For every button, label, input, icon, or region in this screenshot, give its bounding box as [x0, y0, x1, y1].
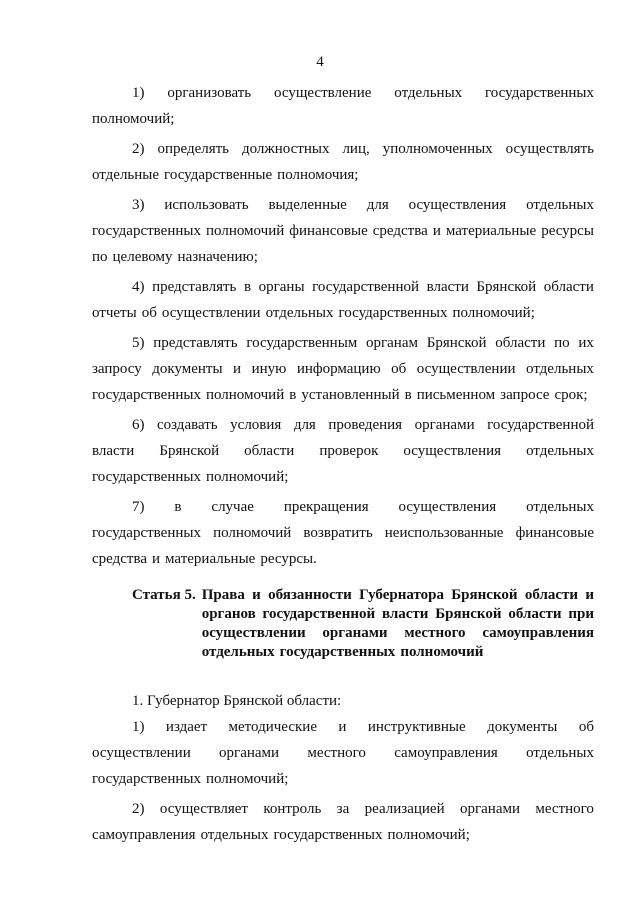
word: местного: [535, 801, 594, 817]
word: проверок: [319, 443, 379, 459]
governor-powers-list: [92, 714, 594, 852]
list-item: [92, 412, 594, 490]
word: отдельных: [526, 361, 594, 377]
word: области: [524, 587, 579, 603]
word: органов: [201, 606, 256, 622]
list-item: [92, 80, 594, 132]
word: 1): [132, 85, 145, 101]
word: отдельных: [265, 305, 334, 321]
word: создавать: [157, 417, 218, 433]
word: прекращения: [283, 499, 369, 515]
list-item: [92, 274, 594, 326]
word: об: [141, 305, 157, 321]
word: отдельных: [201, 644, 275, 660]
word: об: [391, 361, 407, 377]
word: государственные: [164, 167, 273, 183]
word: самоуправления: [482, 625, 594, 641]
list-item: [92, 136, 594, 188]
list-item: [92, 494, 594, 572]
word: государственных: [279, 644, 396, 660]
word: отдельных: [200, 827, 269, 843]
word: отдельных: [394, 85, 463, 101]
word: 2): [132, 801, 145, 817]
word: организовать: [167, 85, 252, 101]
word: запросу: [92, 361, 142, 377]
word: информацию: [296, 361, 381, 377]
word: использовать: [164, 197, 249, 213]
word: должностных: [241, 141, 330, 157]
word: по: [92, 249, 108, 265]
word: местного: [404, 625, 466, 641]
word: за: [336, 801, 350, 817]
article-title: [202, 586, 594, 662]
word: целевому: [112, 249, 173, 265]
text-line: [92, 244, 594, 270]
word: срок;: [554, 387, 588, 403]
word: полномочий: [400, 644, 484, 660]
word: области: [508, 606, 562, 622]
word: отдельных: [526, 443, 594, 459]
word: инструктивные: [367, 719, 466, 735]
word: и: [233, 361, 242, 377]
word: иную: [251, 361, 287, 377]
page-number: 4: [316, 54, 324, 70]
word: условия: [230, 417, 282, 433]
word: и: [585, 587, 594, 603]
word: государственных: [92, 771, 201, 787]
word: органы: [258, 279, 305, 295]
word: осуществлении: [161, 305, 261, 321]
word: финансовые: [289, 223, 368, 239]
word: Брянской: [476, 279, 537, 295]
word: Губернатора: [359, 587, 444, 603]
word: области: [543, 279, 594, 295]
word: при: [568, 606, 594, 622]
word: государственных: [92, 469, 201, 485]
text-line: [92, 382, 594, 408]
word: проведения: [328, 417, 403, 433]
word: установленный: [301, 387, 400, 403]
word: государственных: [273, 827, 383, 843]
word: отдельных: [526, 197, 594, 213]
title-line: [202, 586, 594, 605]
word: методические: [228, 719, 317, 735]
title-line: [202, 624, 594, 643]
word: запросе: [500, 387, 550, 403]
word: 2): [132, 141, 145, 157]
word: уполномоченных: [382, 141, 493, 157]
text-line: [92, 766, 594, 792]
list-item: [92, 796, 594, 848]
word: отдельных: [526, 499, 594, 515]
word: государственных: [485, 85, 594, 101]
word: 1): [132, 719, 145, 735]
text-line: [92, 822, 594, 848]
word: Брянской: [426, 335, 487, 351]
word: 5): [132, 335, 145, 351]
article-heading: [92, 586, 594, 662]
word: выделенные: [268, 197, 347, 213]
word: назначению;: [177, 249, 258, 265]
list-item: [92, 330, 594, 408]
document-body: [92, 80, 594, 852]
word: полномочий;: [387, 827, 470, 843]
text-line: [92, 520, 594, 546]
word: и: [152, 551, 161, 567]
word: органами: [219, 745, 280, 761]
word: финансовые: [515, 525, 594, 541]
word: области: [244, 443, 295, 459]
word: государственных: [338, 305, 448, 321]
word: осуществления: [398, 499, 497, 515]
text-line: [92, 136, 594, 162]
word: осуществлении: [416, 361, 516, 377]
word: отчеты: [92, 305, 137, 321]
word: осуществления: [403, 443, 502, 459]
text-line: [92, 162, 594, 188]
text-line: [92, 300, 594, 326]
word: 4): [132, 279, 145, 295]
text-line: [92, 714, 594, 740]
text-line: [92, 546, 594, 572]
word: для: [366, 197, 389, 213]
text-line: [92, 412, 594, 438]
obligations-list: [92, 80, 594, 576]
word: возвратить: [303, 525, 373, 541]
word: Брянской: [435, 606, 502, 622]
word: власти: [92, 443, 135, 459]
word: осуществлять: [505, 141, 594, 157]
word: самоуправления: [394, 745, 498, 761]
word: полномочий;: [92, 111, 175, 127]
text-line: [92, 740, 594, 766]
word: государственным: [246, 335, 358, 351]
word: и: [252, 587, 261, 603]
word: документы: [152, 361, 223, 377]
word: государственной: [487, 417, 594, 433]
word: в: [404, 387, 412, 403]
text-line: [92, 106, 594, 132]
word: осуществлении: [201, 625, 306, 641]
title-line: [202, 605, 594, 624]
word: в: [289, 387, 297, 403]
word: государственных: [92, 387, 201, 403]
word: полномочий;: [205, 469, 289, 485]
word: 6): [132, 417, 145, 433]
word: полномочий: [213, 525, 292, 541]
word: осуществляет: [159, 801, 248, 817]
word: представлять: [153, 335, 238, 351]
list-item: [92, 714, 594, 792]
word: осуществления: [408, 197, 507, 213]
word: об: [578, 719, 594, 735]
word: органами: [414, 417, 475, 433]
word: органам: [366, 335, 418, 351]
word: власти: [426, 279, 469, 295]
word: государственной: [312, 279, 420, 295]
word: неиспользованные: [384, 525, 504, 541]
word: контроль: [263, 801, 322, 817]
word: государственных: [92, 525, 201, 541]
word: 3): [132, 197, 145, 213]
word: ресурсы.: [260, 551, 317, 567]
word: определять: [157, 141, 230, 157]
text-line: [92, 464, 594, 490]
word: отдельных: [526, 745, 594, 761]
word: в: [174, 499, 182, 515]
word: власти: [381, 606, 429, 622]
text-line: [92, 192, 594, 218]
text-line: [92, 330, 594, 356]
word: реализацией: [364, 801, 445, 817]
word: и: [338, 719, 347, 735]
article-label: Статья 5.: [132, 587, 196, 603]
word: осуществлении: [92, 745, 191, 761]
word: полномочий: [206, 223, 285, 239]
word: представлять: [152, 279, 237, 295]
text-line: [92, 218, 594, 244]
word: Права: [201, 587, 245, 603]
word: отдельные: [92, 167, 160, 183]
word: ресурсы: [541, 223, 594, 239]
word: материальные: [445, 223, 537, 239]
text-line: [92, 796, 594, 822]
word: государственных: [92, 223, 201, 239]
word: местного: [307, 745, 366, 761]
word: органами: [459, 801, 520, 817]
word: лиц,: [342, 141, 370, 157]
word: и: [432, 223, 441, 239]
word: в: [243, 279, 252, 295]
word: полномочий;: [452, 305, 535, 321]
word: обязанности: [268, 587, 352, 603]
word: самоуправления: [92, 827, 196, 843]
word: полномочий: [205, 387, 285, 403]
word: по: [554, 335, 570, 351]
word: материальные: [165, 551, 256, 567]
title-line: [202, 643, 594, 662]
word: органами: [322, 625, 388, 641]
list-item: [92, 192, 594, 270]
text-line: [92, 494, 594, 520]
word: области: [495, 335, 546, 351]
word: их: [578, 335, 594, 351]
word: письменном: [416, 387, 496, 403]
text-line: [92, 80, 594, 106]
word: осуществление: [274, 85, 372, 101]
word: средства: [92, 551, 148, 567]
word: средства: [372, 223, 428, 239]
subsection-heading: 1. Губернатор Брянской области:: [132, 693, 342, 709]
word: документы: [487, 719, 558, 735]
word: полномочий;: [205, 771, 289, 787]
word: 7): [132, 499, 145, 515]
text-line: [92, 356, 594, 382]
word: издает: [165, 719, 208, 735]
text-line: [92, 274, 594, 300]
word: для: [293, 417, 316, 433]
word: Брянской: [159, 443, 220, 459]
text-line: [92, 438, 594, 464]
word: случае: [211, 499, 254, 515]
word: государственной: [262, 606, 376, 622]
word: Брянской: [451, 587, 518, 603]
word: полномочия;: [277, 167, 359, 183]
